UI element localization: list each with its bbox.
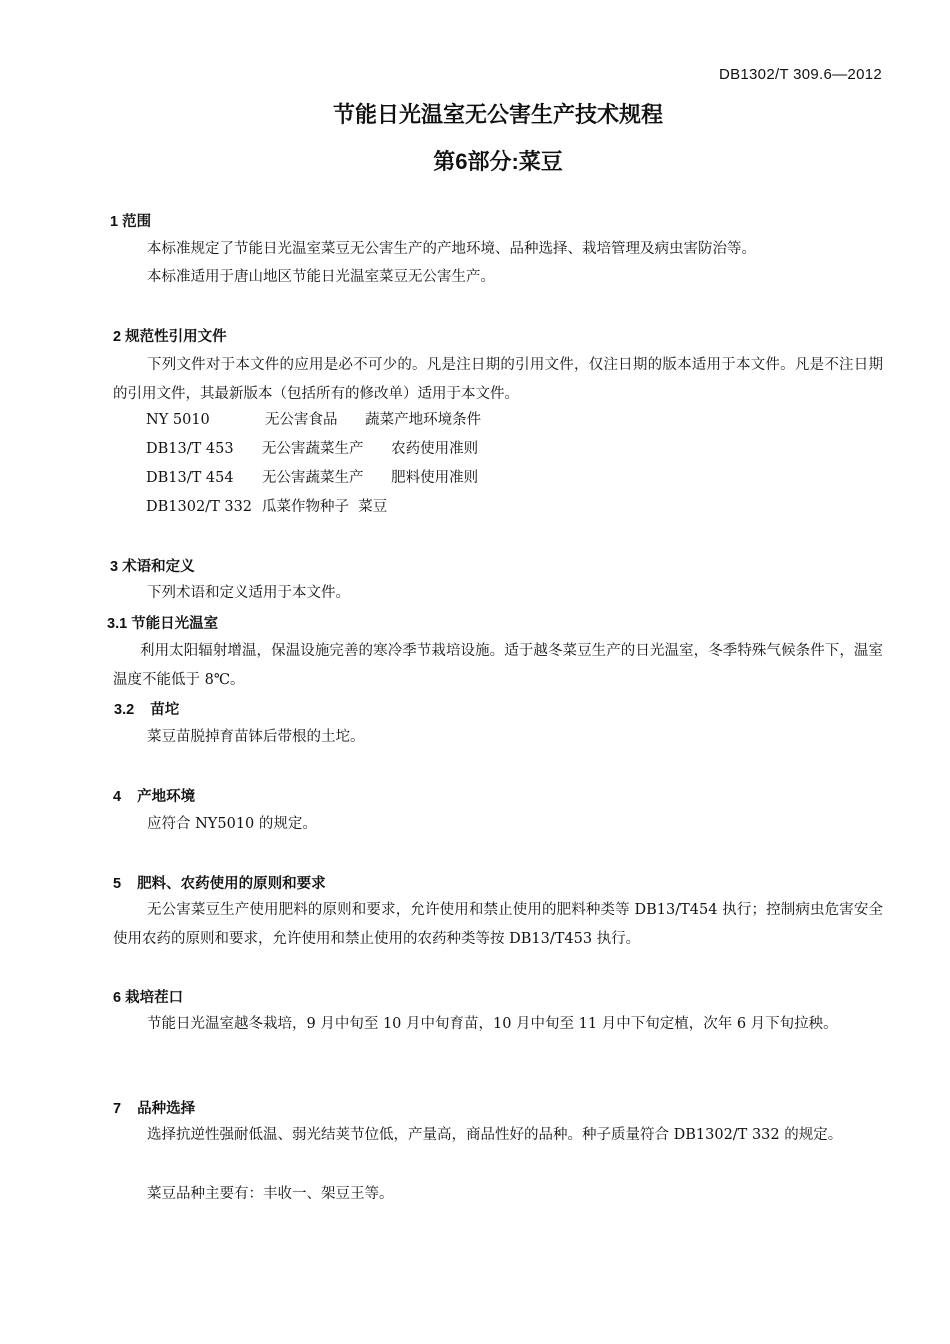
reference-code: DB13/T 453 xyxy=(146,441,234,457)
section-7-heading: 7 品种选择 xyxy=(113,1101,196,1117)
section-3-paragraph-1: 下列术语和定义适用于本文件。 xyxy=(147,585,350,601)
section-6-paragraph-1: 节能日光温室越冬栽培，9 月中旬至 10 月中旬育苗，10 月中旬至 11 月中下旬定植，次年 6 月下旬拉秧。 xyxy=(147,1016,838,1032)
section-2-heading: 2 规范性引用文件 xyxy=(113,329,227,345)
reference-code: DB1302/T 332 xyxy=(146,499,253,515)
section-3-1-text: 利用太阳辐射增温，保温设施完善的寒冷季节栽培设施。适于越冬菜豆生产的日光温室，冬季特殊气候条件下，温室温度不能低于 8℃。 xyxy=(113,643,883,688)
section-4-heading: 4 产地环境 xyxy=(113,789,196,805)
reference-title: 无公害食品 蔬菜产地环境条件 xyxy=(265,412,482,428)
section-6-heading: 6 栽培茬口 xyxy=(113,990,184,1006)
reference-code: NY 5010 xyxy=(146,412,210,428)
section-3-heading: 3 术语和定义 xyxy=(110,559,195,575)
section-4-paragraph-1: 应符合 NY5010 的规定。 xyxy=(147,816,317,832)
section-1-heading: 1 范围 xyxy=(110,214,152,230)
section-3-1-heading: 3.1 节能日光温室 xyxy=(107,616,219,632)
section-1-paragraph-2: 本标准适用于唐山地区节能日光温室菜豆无公害生产。 xyxy=(147,269,495,285)
document-title: 节能日光温室无公害生产技术规程 xyxy=(332,102,663,127)
document-subtitle: 第6部分:菜豆 xyxy=(433,149,563,174)
reference-title: 瓜菜作物种子 菜豆 xyxy=(262,499,388,515)
reference-code: DB13/T 454 xyxy=(146,470,234,486)
document-number: DB1302/T 309.6—2012 xyxy=(718,66,882,83)
section-7-paragraph-2: 菜豆品种主要有：丰收一、架豆王等。 xyxy=(147,1186,394,1202)
section-3-2-heading: 3.2 苗坨 xyxy=(114,702,180,718)
section-5-paragraph-1: 无公害菜豆生产使用肥料的原则和要求，允许使用和禁止使用的肥料种类等 DB13/T454 执行；控制病虫危害安全使用农药的原则和要求，允许使用和禁止使用的农药种类等按 DB13/T453 执行。 xyxy=(113,902,883,947)
section-7-paragraph-1: 选择抗逆性强耐低温、弱光结荚节位低，产量高，商品性好的品种。种子质量符合 DB1302/T 332 的规定。 xyxy=(147,1127,843,1143)
section-5-heading: 5 肥料、农药使用的原则和要求 xyxy=(113,876,326,892)
section-1-paragraph-1: 本标准规定了节能日光温室菜豆无公害生产的产地环境、品种选择、栽培管理及病虫害防治等。 xyxy=(147,241,756,257)
section-3-2-text: 菜豆苗脱掉育苗钵后带根的土坨。 xyxy=(147,729,365,745)
reference-title: 无公害蔬菜生产 农药使用准则 xyxy=(262,441,479,457)
reference-title: 无公害蔬菜生产 肥料使用准则 xyxy=(262,470,479,486)
section-2-paragraph-1: 下列文件对于本文件的应用是必不可少的。凡是注日期的引用文件，仅注日期的版本适用于本文件。凡是不注日期的引用文件，其最新版本（包括所有的修改单）适用于本文件。 xyxy=(113,357,883,402)
